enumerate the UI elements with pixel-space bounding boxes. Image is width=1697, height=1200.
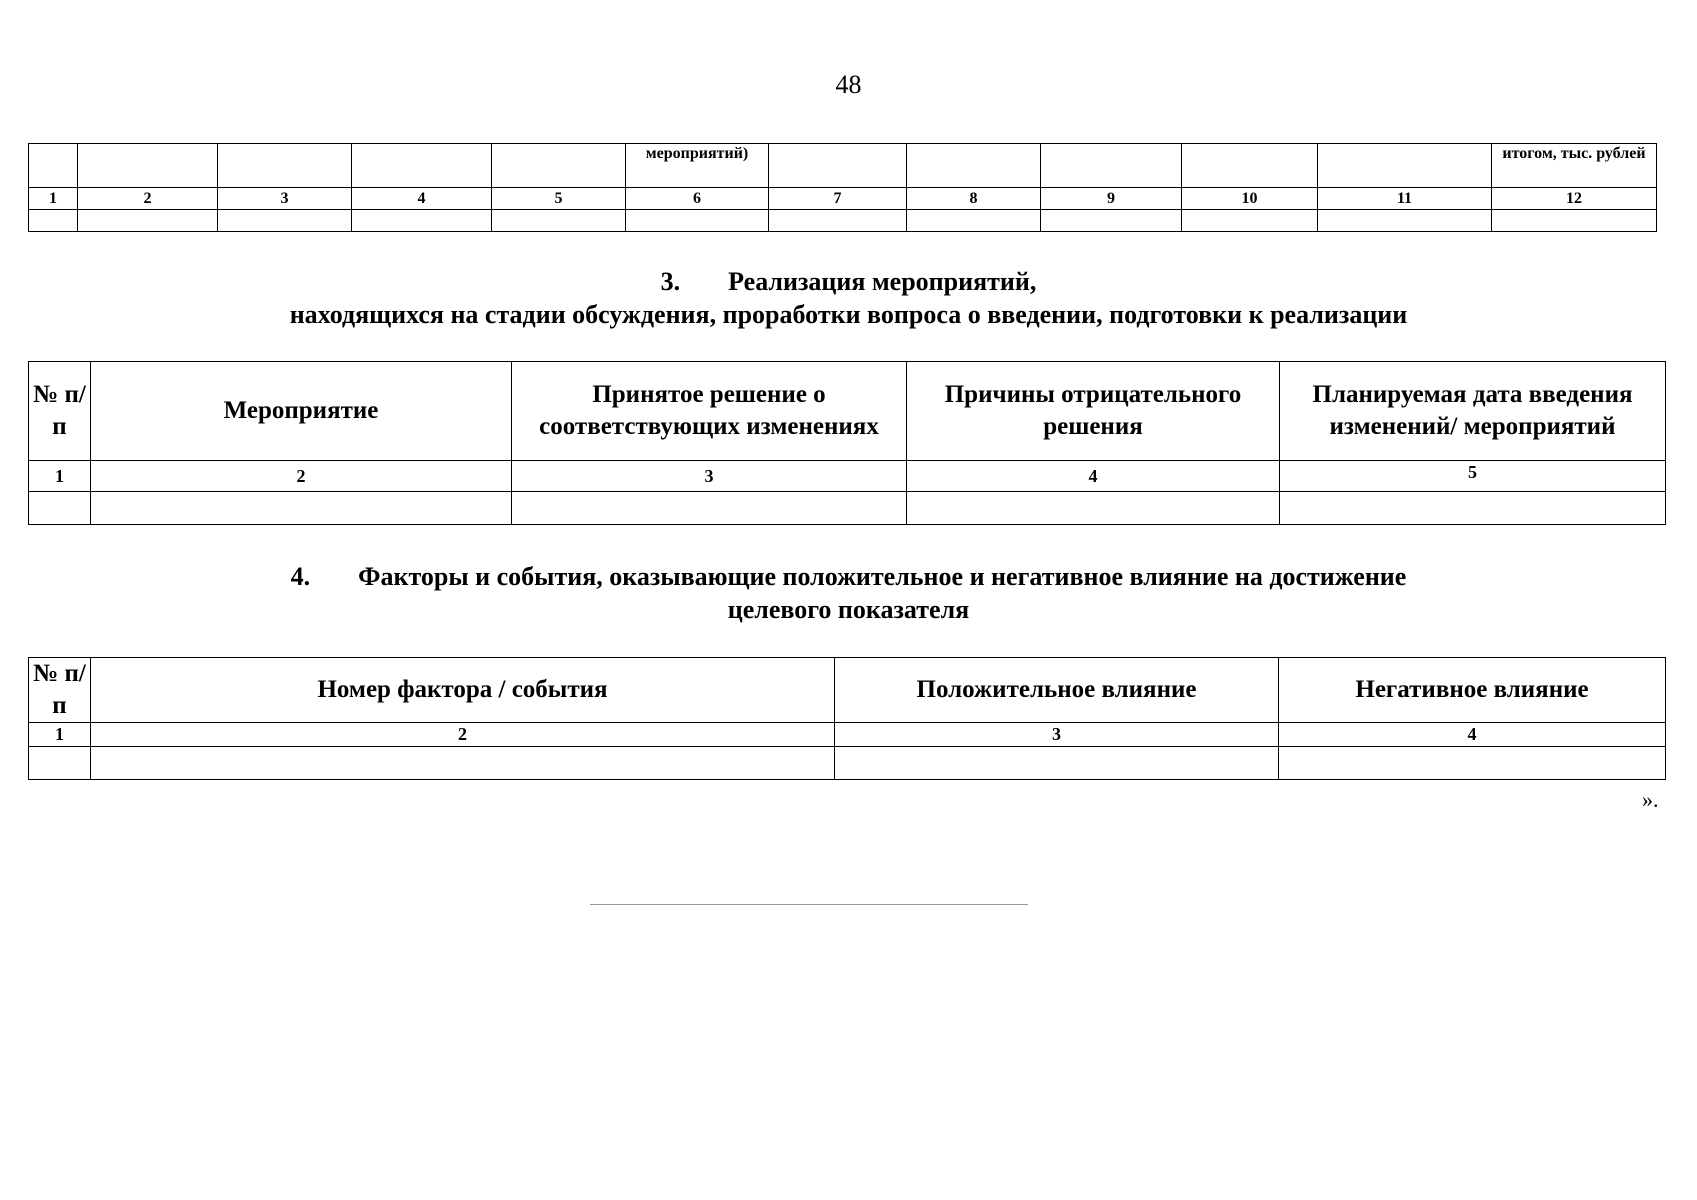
empty-cell	[78, 210, 218, 232]
column-number: 9	[1041, 188, 1182, 210]
empty-cell	[1279, 747, 1666, 780]
column-header: Негативное влияние	[1279, 658, 1666, 723]
column-number: 1	[29, 723, 91, 747]
empty-cell	[29, 492, 91, 525]
column-header: Положительное влияние	[835, 658, 1279, 723]
table-row	[29, 144, 1657, 188]
column-number: 3	[512, 461, 907, 492]
column-number-row	[29, 461, 1666, 492]
factors-table	[28, 657, 1666, 780]
column-number: 7	[769, 188, 907, 210]
page-number: 48	[835, 70, 862, 99]
column-number: 10	[1182, 188, 1318, 210]
column-header: Принятое решение о соответствующих изменениях	[512, 362, 907, 461]
section-title-line2: целевого показателя	[727, 595, 970, 624]
table-cell: мероприятий)	[626, 144, 769, 188]
table-cell	[218, 144, 352, 188]
column-number: 5	[1280, 461, 1666, 492]
empty-cell	[1041, 210, 1182, 232]
empty-cell	[29, 747, 91, 780]
column-number: 3	[835, 723, 1279, 747]
column-number: 1	[29, 188, 78, 210]
separator-line	[590, 904, 1028, 905]
column-number: 6	[626, 188, 769, 210]
empty-cell	[1182, 210, 1318, 232]
column-number: 5	[492, 188, 626, 210]
column-number-row	[29, 188, 1657, 210]
empty-row	[29, 747, 1666, 780]
empty-cell	[1492, 210, 1657, 232]
section-4-heading	[0, 560, 1697, 626]
column-header: Причины отрицательного решения	[907, 362, 1280, 461]
table-header-row	[29, 362, 1666, 461]
empty-cell	[907, 210, 1041, 232]
table-cell	[1318, 144, 1492, 188]
table-cell: итогом, тыс. рублей	[1492, 144, 1657, 188]
empty-cell	[512, 492, 907, 525]
table-header-row	[29, 658, 1666, 723]
column-number: 1	[29, 461, 91, 492]
table-cell	[1041, 144, 1182, 188]
empty-row	[29, 210, 1657, 232]
empty-cell	[835, 747, 1279, 780]
empty-cell	[907, 492, 1280, 525]
column-number: 4	[907, 461, 1280, 492]
column-number: 11	[1318, 188, 1492, 210]
table-cell	[352, 144, 492, 188]
column-header: Мероприятие	[91, 362, 512, 461]
column-number: 2	[91, 461, 512, 492]
empty-cell	[1280, 492, 1666, 525]
continuation-table	[28, 143, 1657, 232]
empty-cell	[492, 210, 626, 232]
empty-cell	[352, 210, 492, 232]
table-cell	[78, 144, 218, 188]
table-cell	[769, 144, 907, 188]
table-cell	[907, 144, 1041, 188]
empty-row	[29, 492, 1666, 525]
closing-quote: ».	[1642, 787, 1659, 812]
empty-cell	[769, 210, 907, 232]
section-number: 4.	[290, 562, 311, 591]
column-number-row	[29, 723, 1666, 747]
column-header: Номер фактора / события	[91, 658, 835, 723]
table-cell	[29, 144, 78, 188]
section-number: 3.	[660, 267, 681, 296]
column-number: 2	[78, 188, 218, 210]
column-number: 2	[91, 723, 835, 747]
empty-cell	[1318, 210, 1492, 232]
column-header: Планируемая дата введения изменений/ мероприятий	[1280, 362, 1666, 461]
column-number: 12	[1492, 188, 1657, 210]
table-cell	[1182, 144, 1318, 188]
empty-cell	[29, 210, 78, 232]
measures-table	[28, 361, 1666, 525]
section-title: Реализация мероприятий,	[728, 267, 1037, 296]
empty-cell	[91, 492, 512, 525]
table-cell	[492, 144, 626, 188]
empty-cell	[91, 747, 835, 780]
empty-cell	[218, 210, 352, 232]
column-number: 4	[352, 188, 492, 210]
column-number: 3	[218, 188, 352, 210]
section-3-heading	[0, 265, 1697, 331]
column-header: № п/п	[29, 362, 91, 461]
empty-cell	[626, 210, 769, 232]
section-title: Факторы и события, оказывающие положительное и негативное влияние на достижение	[358, 562, 1407, 591]
column-number: 8	[907, 188, 1041, 210]
section-title-line2: находящихся на стадии обсуждения, проработки вопроса о введении, подготовки к реализации	[289, 300, 1408, 329]
column-header: № п/п	[29, 658, 91, 723]
column-number: 4	[1279, 723, 1666, 747]
